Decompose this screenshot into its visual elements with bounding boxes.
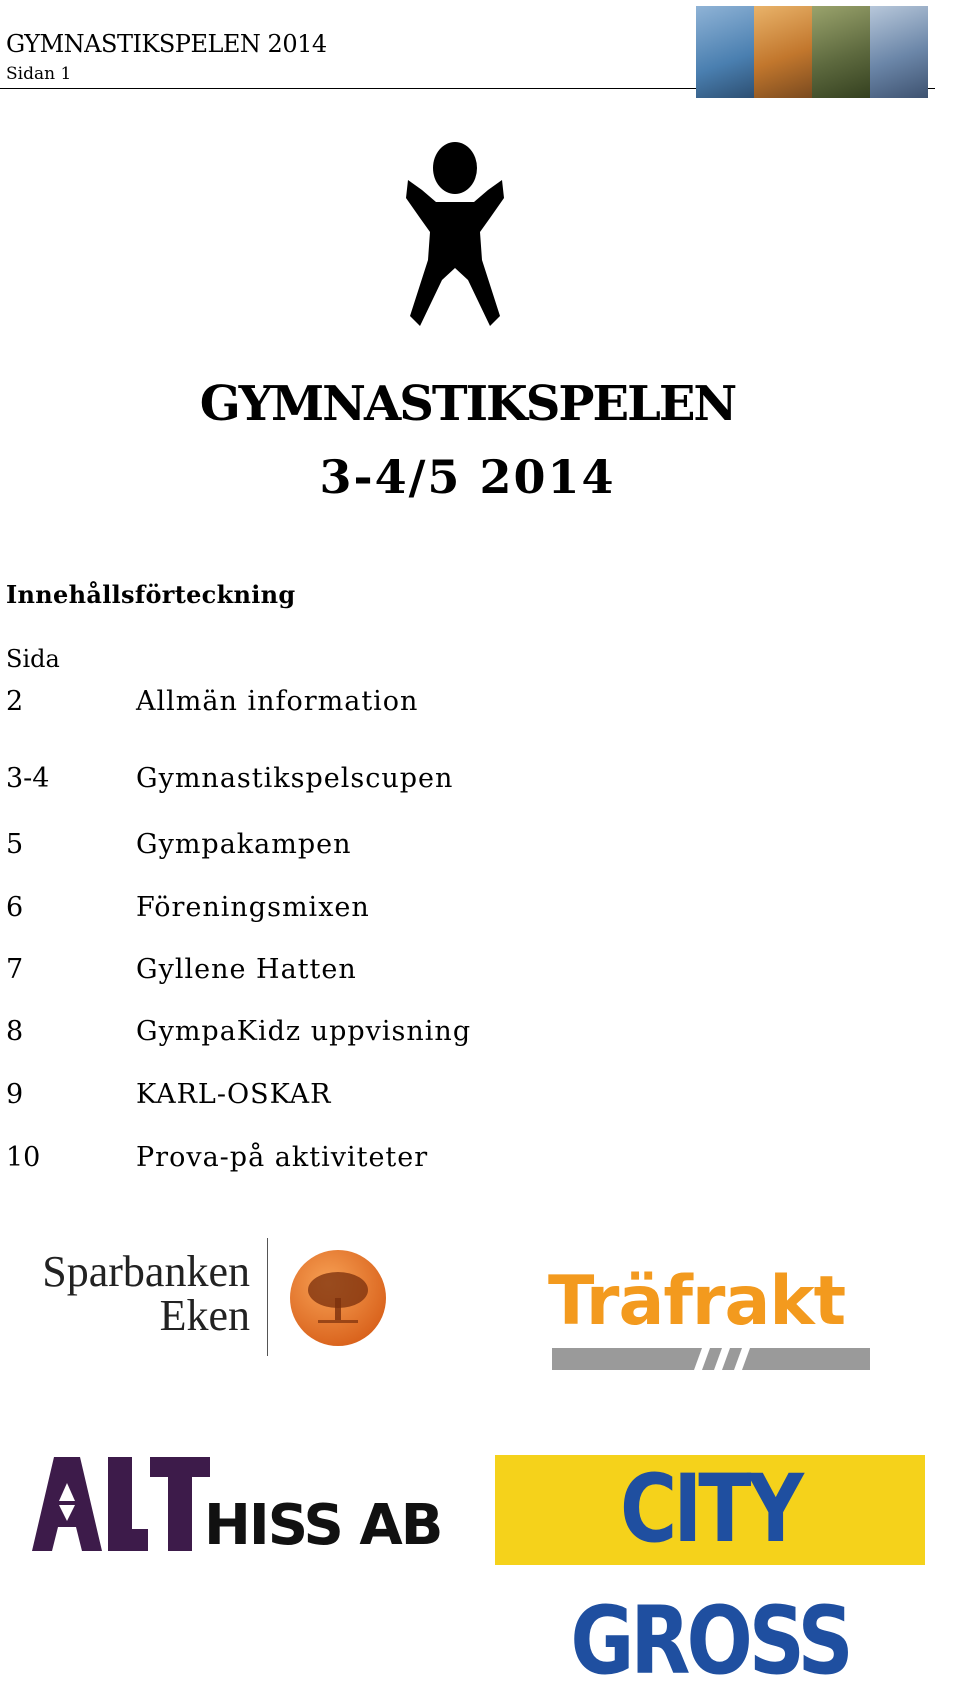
- toc-item-page: 2: [6, 686, 24, 717]
- page-number: Sidan 1: [6, 64, 72, 84]
- toc-item-title: Allmän information: [136, 686, 419, 717]
- city-gross-logo: [495, 1455, 925, 1696]
- toc-item-title: Föreningsmixen: [136, 892, 370, 923]
- sparbanken-logo-text: [30, 1247, 250, 1340]
- event-title: GYMNASTIKSPELEN: [199, 376, 736, 432]
- toc-item-page: 8: [6, 1016, 24, 1047]
- alt-logo-mark-icon: [30, 1453, 210, 1553]
- toc-item-page: 5: [6, 829, 24, 860]
- gymnast-photo-2: [754, 6, 812, 98]
- toc-item-title: Gyllene Hatten: [136, 954, 357, 985]
- sparbanken-name: Sparbanken: [42, 1247, 250, 1296]
- city-gross-text: CITY GROSS: [570, 1456, 850, 1696]
- gymnast-photo-4: [870, 6, 928, 98]
- gymnast-photo-3: [812, 6, 870, 98]
- toc-item: [6, 1016, 706, 1056]
- gymnast-silhouette-icon: [400, 140, 510, 330]
- toc-item-title: Prova-på aktiviteter: [136, 1142, 429, 1173]
- gymnast-photo-1: [696, 6, 754, 98]
- toc-item-page: 6: [6, 892, 24, 923]
- toc-heading: Innehållsförteckning: [6, 580, 296, 609]
- trafrakt-stripe-icon: [552, 1348, 870, 1370]
- toc-item-page: 10: [6, 1142, 41, 1173]
- trafrakt-logo: Träfrakt: [548, 1262, 846, 1341]
- toc-item: [6, 954, 706, 994]
- header-photo-strip: [696, 6, 928, 98]
- toc-item: [6, 829, 706, 869]
- toc-item-page: 3-4: [6, 763, 50, 794]
- toc-item-page: 7: [6, 954, 24, 985]
- toc-item: [6, 686, 706, 726]
- toc-item-title: GympaKidz uppvisning: [136, 1016, 472, 1047]
- event-dates: 3-4/5 2014: [319, 450, 616, 504]
- toc-item-title: KARL-OSKAR: [136, 1079, 332, 1110]
- toc-column-label: Sida: [6, 645, 60, 673]
- toc-item: [6, 1079, 706, 1119]
- toc-item-page: 9: [6, 1079, 24, 1110]
- alt-hiss-text: HISS AB: [204, 1493, 442, 1558]
- sparbanken-eken: Eken: [159, 1291, 250, 1340]
- toc-item: [6, 1142, 706, 1182]
- toc-item-title: Gymnastikspelscupen: [136, 763, 454, 794]
- sparbanken-divider: [267, 1238, 268, 1356]
- header-title: GYMNASTIKSPELEN 2014: [6, 30, 327, 58]
- toc-item: [6, 892, 706, 932]
- toc-item-title: Gympakampen: [136, 829, 352, 860]
- oak-tree-emblem-icon: [288, 1248, 388, 1348]
- toc-item: [6, 763, 706, 803]
